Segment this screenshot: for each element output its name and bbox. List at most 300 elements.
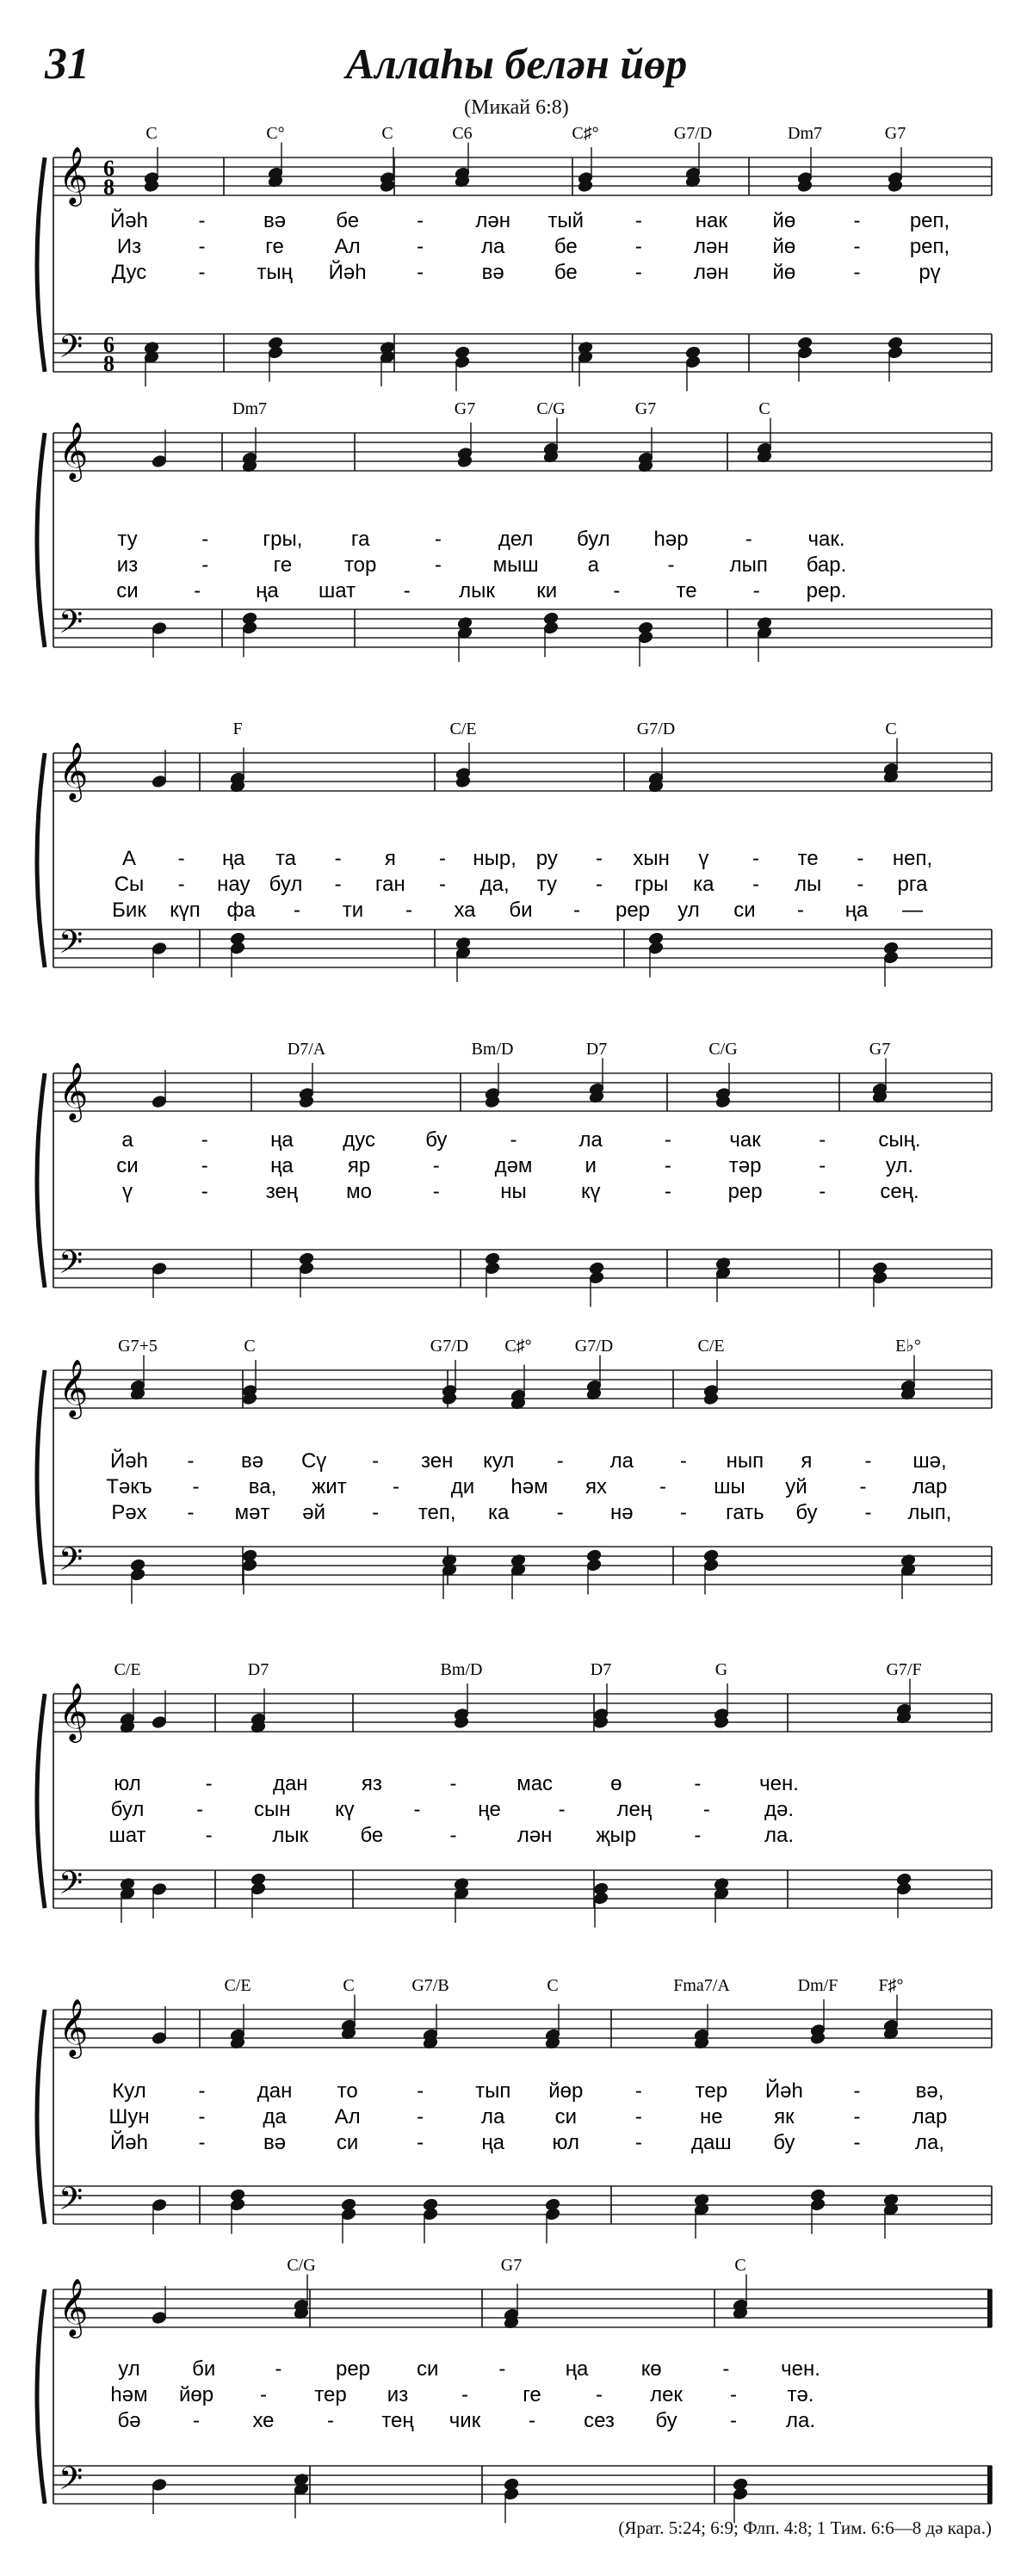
lyric-syllable: Дус bbox=[111, 261, 147, 284]
lyric-syllable: би bbox=[192, 2357, 216, 2381]
treble-staff bbox=[53, 1694, 992, 1732]
lyric-hyphen: - bbox=[417, 261, 424, 284]
lyric-hyphen: - bbox=[198, 2105, 206, 2128]
brace bbox=[37, 1694, 45, 1908]
bass-clef: 𝄢 bbox=[59, 2181, 84, 2225]
lyric-syllable: ңа bbox=[222, 847, 245, 870]
lyric-syllable: да, bbox=[479, 873, 510, 896]
lyric-syllable: лар bbox=[912, 2105, 948, 2128]
note-head bbox=[545, 2208, 560, 2221]
note-head bbox=[423, 2208, 438, 2221]
lyric-hyphen: - bbox=[194, 579, 201, 602]
hymn-number: 31 bbox=[45, 40, 90, 89]
lyric-syllable: та bbox=[275, 847, 297, 870]
lyric-syllable: ях bbox=[585, 1475, 607, 1498]
lyric-syllable: ү bbox=[698, 847, 709, 870]
lyric-hyphen: - bbox=[413, 1798, 421, 1821]
lyric-syllable: һәр bbox=[653, 528, 689, 551]
chord-symbol: C bbox=[145, 124, 158, 143]
chord-symbol: C bbox=[547, 1976, 559, 1995]
brace bbox=[37, 2010, 45, 2224]
note-head bbox=[152, 454, 167, 467]
lyric-syllable: бул bbox=[110, 1798, 145, 1821]
bass-clef: 𝄢 bbox=[59, 329, 84, 373]
note-head bbox=[648, 942, 664, 954]
lyric-syllable: ңа bbox=[270, 1154, 294, 1177]
lyric-syllable: кү bbox=[335, 1798, 355, 1821]
lyric-syllable: ге bbox=[523, 2383, 541, 2406]
lyric-hyphen: - bbox=[196, 1798, 204, 1821]
lyric-syllable: йөр bbox=[178, 2383, 214, 2406]
lyric-hyphen: - bbox=[187, 1449, 195, 1473]
lyric-syllable: Йәһ bbox=[328, 261, 367, 284]
chord-symbol: D7 bbox=[247, 1660, 269, 1679]
lyric-syllable: я bbox=[801, 1449, 813, 1473]
treble-clef: 𝄞 bbox=[59, 1998, 89, 2056]
lyric-hyphen: - bbox=[596, 873, 603, 896]
bass-staff bbox=[53, 2466, 992, 2504]
lyric-syllable: вә, bbox=[915, 2079, 944, 2103]
lyric-syllable: Ал bbox=[334, 235, 361, 258]
lyric-syllable: ү bbox=[122, 1180, 133, 1203]
note-head bbox=[251, 1882, 266, 1895]
note-head bbox=[685, 355, 701, 368]
lyric-hyphen: - bbox=[393, 1475, 399, 1498]
lyric-syllable: тып bbox=[475, 2079, 511, 2103]
lyric-syllable: си bbox=[733, 899, 756, 922]
chord-symbol: Bm/D bbox=[471, 1040, 514, 1059]
chord-symbol: G7/D bbox=[673, 124, 713, 143]
lyric-syllable: дә. bbox=[764, 1798, 795, 1821]
lyric-syllable: лек bbox=[650, 2383, 683, 2406]
lyric-syllable: не bbox=[700, 2105, 723, 2128]
lyric-syllable: кө bbox=[640, 2357, 662, 2381]
lyric-hyphen: - bbox=[205, 1824, 213, 1847]
lyric-syllable: теп, bbox=[418, 1501, 456, 1524]
lyric-syllable: җыр bbox=[596, 1824, 637, 1847]
bass-staff bbox=[53, 609, 992, 647]
lyric-hyphen: - bbox=[853, 2105, 861, 2128]
lyric-hyphen: - bbox=[664, 1154, 671, 1177]
lyric-syllable: неп, bbox=[892, 847, 933, 870]
lyric-syllable: чен. bbox=[781, 2357, 820, 2381]
chord-symbol: Dm7 bbox=[232, 399, 267, 418]
lyric-syllable: вә bbox=[481, 261, 504, 284]
lyric-hyphen: - bbox=[201, 1180, 208, 1203]
time-signature-top: 6 bbox=[103, 156, 114, 181]
lyric-hyphen: - bbox=[334, 847, 342, 870]
lyric-syllable: реп, bbox=[909, 209, 950, 232]
lyric-syllable: нә bbox=[610, 1501, 634, 1524]
bass-clef: 𝄢 bbox=[59, 1541, 84, 1585]
chord-symbol: C bbox=[244, 1337, 256, 1356]
lyric-hyphen: - bbox=[275, 2357, 282, 2381]
lyric-hyphen: - bbox=[558, 1798, 566, 1821]
chord-symbol: C/E bbox=[114, 1660, 141, 1679]
note-head bbox=[152, 1095, 167, 1108]
lyric-hyphen: - bbox=[857, 873, 864, 896]
lyric-syllable: нак bbox=[695, 209, 727, 232]
lyric-syllable: Из bbox=[116, 235, 142, 258]
lyric-syllable: нып bbox=[726, 1449, 764, 1473]
lyric-hyphen: - bbox=[498, 2357, 506, 2381]
note-head bbox=[152, 2198, 167, 2211]
lyric-hyphen: - bbox=[198, 235, 206, 258]
lyric-syllable: зең bbox=[265, 1180, 299, 1203]
lyric-syllable: сең. bbox=[880, 1180, 919, 1203]
lyric-hyphen: - bbox=[449, 1824, 457, 1847]
note-head bbox=[152, 2311, 167, 2324]
chord-symbol: C bbox=[381, 124, 393, 143]
lyric-hyphen: - bbox=[334, 873, 342, 896]
note-head bbox=[230, 2198, 245, 2211]
lyric-hyphen: - bbox=[510, 1128, 517, 1152]
lyric-syllable: даш bbox=[691, 2131, 732, 2154]
lyric-syllable: Кул bbox=[112, 2079, 146, 2103]
lyric-hyphen: - bbox=[634, 209, 642, 232]
lyric-syllable: ңа bbox=[481, 2131, 505, 2154]
lyric-syllable: бар. bbox=[806, 553, 847, 577]
chord-symbol: C bbox=[758, 399, 770, 418]
lyric-hyphen: - bbox=[201, 553, 209, 577]
system-6 bbox=[37, 1660, 992, 1928]
bass-clef: 𝄢 bbox=[59, 604, 84, 648]
lyric-syllable: чак bbox=[729, 1128, 761, 1152]
lyric-hyphen: - bbox=[198, 261, 206, 284]
brace bbox=[37, 433, 45, 647]
chord-symbol: C♯° bbox=[572, 124, 599, 143]
treble-clef: 𝄞 bbox=[59, 1358, 89, 1417]
chord-symbol: C/G bbox=[287, 2256, 316, 2275]
lyric-syllable: лык bbox=[459, 579, 495, 602]
lyric-hyphen: - bbox=[634, 235, 642, 258]
lyric-hyphen: - bbox=[201, 528, 209, 551]
brace bbox=[37, 1370, 45, 1585]
lyric-hyphen: - bbox=[432, 1154, 440, 1177]
lyric-hyphen: - bbox=[634, 261, 642, 284]
lyric-hyphen: - bbox=[193, 2409, 200, 2432]
chord-symbol: C bbox=[734, 2256, 746, 2275]
lyric-syllable: лән bbox=[516, 1824, 553, 1847]
lyric-syllable: да bbox=[263, 2105, 287, 2128]
lyric-syllable: бул bbox=[576, 528, 610, 551]
note-head bbox=[130, 1568, 145, 1581]
lyric-hyphen: - bbox=[405, 899, 412, 922]
lyric-hyphen: - bbox=[694, 1772, 702, 1795]
lyric-syllable: бе bbox=[554, 261, 578, 284]
lyric-hyphen: - bbox=[664, 1128, 671, 1152]
lyric-syllable: гры, bbox=[263, 528, 303, 551]
lyric-syllable: йө bbox=[772, 261, 796, 284]
time-signature-bottom: 8 bbox=[103, 351, 114, 376]
chord-symbol: G7/D bbox=[636, 720, 676, 738]
note-head bbox=[589, 1271, 604, 1284]
lyric-hyphen: - bbox=[859, 1475, 867, 1498]
lyric-syllable: ө bbox=[610, 1772, 622, 1795]
bass-clef: 𝄢 bbox=[59, 1865, 84, 1909]
lyric-hyphen: - bbox=[417, 2079, 424, 2103]
lyric-syllable: ла. bbox=[785, 2409, 816, 2432]
note-head bbox=[593, 1892, 609, 1905]
lyric-syllable: бу bbox=[773, 2131, 795, 2154]
lyric-hyphen: - bbox=[372, 1501, 380, 1524]
lyric-hyphen: - bbox=[439, 873, 446, 896]
lyric-hyphen: - bbox=[294, 899, 300, 922]
lyric-syllable: дан bbox=[257, 2079, 293, 2103]
chord-symbol: G7/B bbox=[411, 1976, 449, 1995]
lyric-hyphen: - bbox=[187, 1501, 195, 1524]
chord-symbol: C/G bbox=[708, 1040, 738, 1059]
lyric-syllable: Шун bbox=[108, 2105, 150, 2128]
lyric-syllable: ла. bbox=[764, 1824, 795, 1847]
lyric-hyphen: - bbox=[702, 1798, 710, 1821]
lyric-syllable: а bbox=[587, 553, 600, 577]
lyric-syllable: як bbox=[774, 2105, 795, 2128]
lyric-syllable: гать bbox=[726, 1501, 764, 1524]
lyric-syllable: Йәһ bbox=[110, 1449, 148, 1473]
lyric-hyphen: - bbox=[679, 1501, 687, 1524]
final-barline bbox=[987, 2289, 992, 2327]
lyric-syllable: тә. bbox=[787, 2383, 814, 2406]
lyric-syllable: те bbox=[676, 579, 697, 602]
lyric-hyphen: - bbox=[659, 1475, 666, 1498]
lyric-syllable: из bbox=[116, 553, 139, 577]
lyric-syllable: кү bbox=[580, 1180, 601, 1203]
lyric-hyphen: - bbox=[573, 899, 580, 922]
lyric-hyphen: - bbox=[432, 1180, 440, 1203]
lyric-hyphen: - bbox=[797, 899, 804, 922]
lyric-syllable: тор bbox=[343, 553, 377, 577]
lyric-hyphen: - bbox=[722, 2357, 730, 2381]
lyric-hyphen: - bbox=[664, 1180, 671, 1203]
lyric-syllable: тер bbox=[695, 2079, 728, 2103]
lyric-syllable: ул bbox=[677, 899, 700, 922]
lyric-hyphen: - bbox=[372, 1449, 380, 1473]
lyric-hyphen: - bbox=[819, 1154, 826, 1177]
system-1 bbox=[37, 124, 992, 392]
note-head bbox=[888, 346, 903, 359]
lyric-syllable: бу bbox=[425, 1128, 448, 1152]
lyric-hyphen: - bbox=[260, 2383, 267, 2406]
scripture-reference: (Микай 6:8) bbox=[464, 96, 569, 119]
lyric-syllable: ха bbox=[454, 899, 476, 922]
lyric-syllable: сың. bbox=[878, 1128, 921, 1152]
lyric-syllable: чен. bbox=[759, 1772, 799, 1795]
bass-staff bbox=[53, 334, 992, 372]
lyric-syllable: Сү bbox=[300, 1449, 327, 1473]
lyric-syllable: тәр bbox=[728, 1154, 762, 1177]
note-head bbox=[485, 1262, 500, 1275]
lyric-syllable: — bbox=[902, 899, 923, 922]
system-5 bbox=[37, 1337, 992, 1604]
lyric-syllable: сын bbox=[253, 1798, 291, 1821]
lyric-syllable: из bbox=[387, 2383, 409, 2406]
chord-symbol: C6 bbox=[452, 124, 473, 143]
chord-symbol: C bbox=[343, 1976, 355, 1995]
lyric-syllable: ге bbox=[265, 235, 284, 258]
lyric-syllable: йө bbox=[772, 209, 796, 232]
lyric-syllable: тең bbox=[381, 2409, 414, 2432]
chord-symbol: G7/F bbox=[886, 1660, 922, 1679]
lyric-syllable: жит bbox=[312, 1475, 347, 1498]
lyric-hyphen: - bbox=[634, 2105, 642, 2128]
treble-staff bbox=[53, 2010, 992, 2048]
lyric-hyphen: - bbox=[205, 1772, 213, 1795]
lyric-syllable: вә bbox=[263, 209, 287, 232]
footer-references: (Ярат. 5:24; 6:9; Флп. 4:8; 1 Тим. 6:6—8 дә кара.) bbox=[618, 2517, 992, 2538]
lyric-syllable: һәм bbox=[510, 1475, 548, 1498]
lyric-syllable: ул. bbox=[885, 1154, 914, 1177]
lyric-syllable: бу bbox=[795, 1501, 818, 1524]
lyric-syllable: юл bbox=[552, 2131, 580, 2154]
lyric-syllable: бу bbox=[655, 2409, 677, 2432]
lyric-syllable: си bbox=[336, 2131, 359, 2154]
lyric-syllable: һәм bbox=[110, 2383, 148, 2406]
lyric-hyphen: - bbox=[694, 1824, 702, 1847]
lyric-hyphen: - bbox=[857, 847, 864, 870]
lyric-syllable: Йәһ bbox=[110, 2131, 148, 2154]
lyric-syllable: күп bbox=[170, 899, 201, 922]
lyric-syllable: ру bbox=[535, 847, 558, 870]
lyric-syllable: ге bbox=[273, 553, 293, 577]
lyric-hyphen: - bbox=[752, 873, 759, 896]
lyric-syllable: фа bbox=[226, 899, 256, 922]
lyric-hyphen: - bbox=[417, 2131, 424, 2154]
chord-symbol: Bm/D bbox=[440, 1660, 483, 1679]
lyric-hyphen: - bbox=[461, 2383, 468, 2406]
chord-symbol: G7+5 bbox=[118, 1337, 158, 1356]
lyric-syllable: я bbox=[384, 847, 396, 870]
note-head bbox=[883, 951, 899, 964]
lyric-hyphen: - bbox=[730, 2383, 737, 2406]
lyric-syllable: и bbox=[585, 1154, 597, 1177]
note-head bbox=[586, 1559, 602, 1572]
lyric-hyphen: - bbox=[198, 2079, 206, 2103]
lyric-syllable: лы bbox=[795, 873, 822, 896]
lyric-hyphen: - bbox=[819, 1128, 826, 1152]
treble-staff bbox=[53, 433, 992, 471]
lyric-syllable: нау bbox=[217, 873, 251, 896]
treble-staff bbox=[53, 2289, 992, 2327]
chord-symbol: G7 bbox=[884, 124, 906, 143]
lyric-syllable: ка bbox=[693, 873, 714, 896]
lyric-hyphen: - bbox=[745, 528, 752, 551]
lyric-syllable: шат bbox=[108, 1824, 146, 1847]
lyric-syllable: Рәх bbox=[111, 1501, 147, 1524]
lyric-syllable: бул bbox=[269, 873, 303, 896]
lyric-hyphen: - bbox=[434, 528, 442, 551]
lyric-syllable: реп, bbox=[909, 235, 950, 258]
lyric-syllable: дан bbox=[272, 1772, 308, 1795]
lyric-syllable: бә bbox=[117, 2409, 141, 2432]
lyric-syllable: шат bbox=[319, 579, 356, 602]
lyric-syllable: Йәһ bbox=[110, 209, 148, 232]
lyric-hyphen: - bbox=[864, 1501, 872, 1524]
lyric-hyphen: - bbox=[417, 2105, 424, 2128]
lyric-syllable: дус bbox=[343, 1128, 375, 1152]
lyric-hyphen: - bbox=[434, 553, 442, 577]
lyric-hyphen: - bbox=[417, 235, 424, 258]
system-4 bbox=[37, 1040, 992, 1307]
treble-staff bbox=[53, 753, 992, 791]
lyric-syllable: лән bbox=[694, 235, 729, 258]
lyric-syllable: бе bbox=[360, 1824, 384, 1847]
lyric-syllable: чак. bbox=[807, 528, 845, 551]
chord-symbol: C♯° bbox=[504, 1337, 532, 1356]
lyric-hyphen: - bbox=[864, 1449, 872, 1473]
lyric-syllable: яр bbox=[347, 1154, 371, 1177]
lyric-syllable: си bbox=[416, 2357, 439, 2381]
lyric-syllable: Сы bbox=[114, 873, 145, 896]
lyric-syllable: дәм bbox=[494, 1154, 533, 1177]
lyric-syllable: бе bbox=[336, 209, 360, 232]
chord-symbol: Fma7/A bbox=[673, 1976, 730, 1995]
lyric-syllable: рга bbox=[897, 873, 928, 896]
lyric-syllable: ңе bbox=[478, 1798, 501, 1821]
lyric-syllable: яз bbox=[361, 1772, 382, 1795]
final-barline bbox=[987, 2466, 992, 2504]
note-head bbox=[152, 621, 167, 634]
brace bbox=[37, 158, 45, 372]
lyric-syllable: то bbox=[337, 2079, 358, 2103]
note-head bbox=[152, 942, 167, 954]
chord-symbol: C bbox=[885, 720, 897, 738]
lyric-syllable: лар bbox=[912, 1475, 948, 1498]
hymn-title: Аллаһы белән йөр bbox=[345, 40, 688, 88]
lyric-syllable: рү bbox=[919, 261, 941, 284]
chord-symbol: Dm/F bbox=[797, 1976, 838, 1995]
chord-symbol: F bbox=[232, 720, 243, 738]
chord-symbol: G bbox=[714, 1660, 728, 1679]
chord-symbol: G7 bbox=[634, 399, 657, 418]
bass-staff bbox=[53, 1870, 992, 1908]
lyric-syllable: тый bbox=[547, 209, 585, 232]
lyric-hyphen: - bbox=[529, 2409, 535, 2432]
lyric-syllable: зен bbox=[421, 1449, 454, 1473]
lyric-hyphen: - bbox=[596, 2383, 603, 2406]
lyric-syllable: ңа bbox=[270, 1128, 294, 1152]
lyric-syllable: кул bbox=[483, 1449, 515, 1473]
lyric-hyphen: - bbox=[327, 2409, 334, 2432]
system-2 bbox=[37, 399, 992, 667]
treble-clef: 𝄞 bbox=[59, 421, 89, 479]
chord-symbol: G7 bbox=[454, 399, 476, 418]
lyric-hyphen: - bbox=[417, 209, 424, 232]
lyric-syllable: ка bbox=[488, 1501, 510, 1524]
treble-staff bbox=[53, 1073, 992, 1111]
lyric-syllable: ул bbox=[118, 2357, 140, 2381]
note-head bbox=[242, 621, 257, 634]
lyric-hyphen: - bbox=[403, 579, 411, 602]
note-head bbox=[504, 2487, 519, 2500]
note-head bbox=[810, 2198, 826, 2211]
lyric-syllable: лең bbox=[616, 1798, 653, 1821]
lyric-syllable: А bbox=[121, 847, 137, 870]
lyric-syllable: дел bbox=[498, 528, 534, 551]
note-head bbox=[152, 1262, 167, 1275]
lyric-syllable: хе bbox=[252, 2409, 275, 2432]
treble-clef: 𝄞 bbox=[59, 145, 89, 204]
chord-symbol: G7/D bbox=[430, 1337, 469, 1356]
lyric-hyphen: - bbox=[634, 2131, 642, 2154]
chord-symbol: G7 bbox=[500, 2256, 523, 2275]
treble-clef: 𝄞 bbox=[59, 1682, 89, 1740]
chord-symbol: C/E bbox=[697, 1337, 725, 1356]
lyric-syllable: ки bbox=[536, 579, 558, 602]
note-head bbox=[152, 2478, 167, 2491]
lyric-hyphen: - bbox=[198, 209, 206, 232]
lyric-hyphen: - bbox=[634, 2079, 642, 2103]
